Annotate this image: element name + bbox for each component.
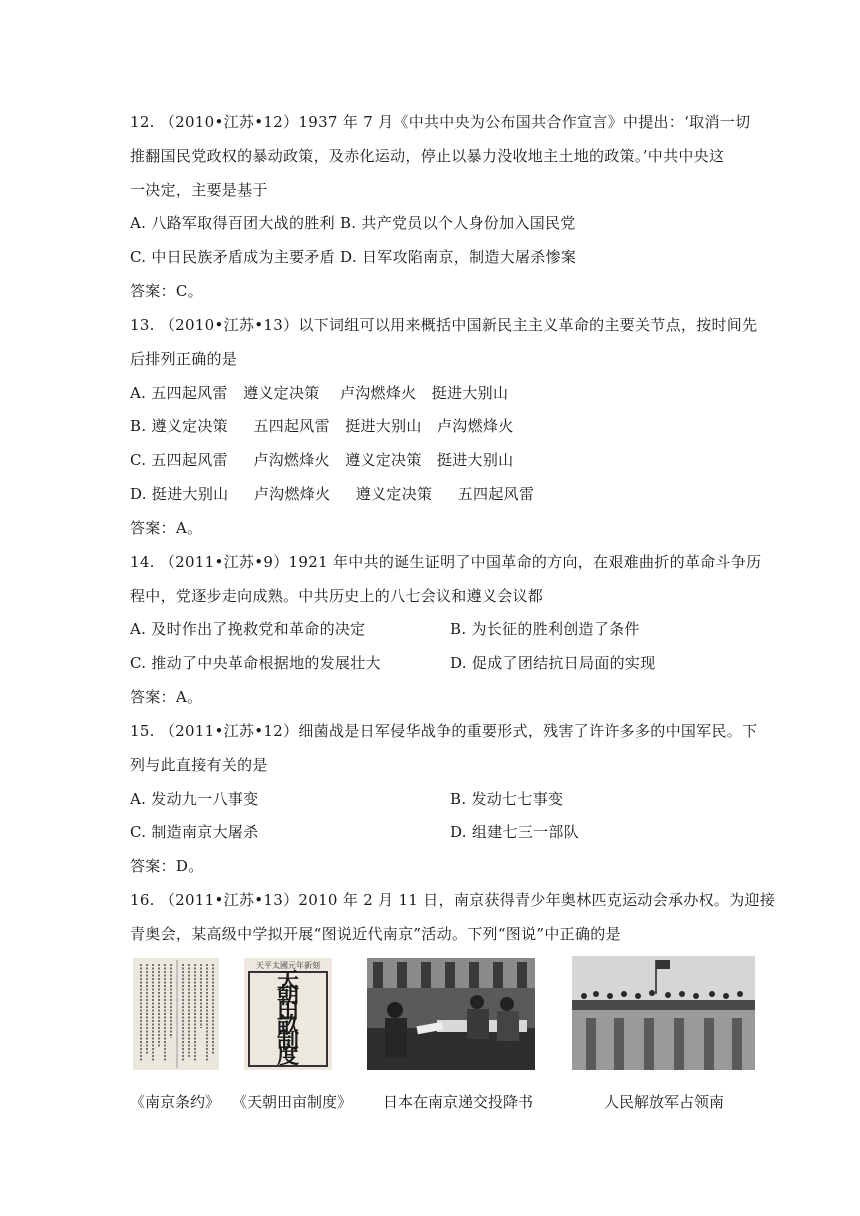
q15-line-1: 15. （2011•江苏•12）细菌战是日军侵华战争的重要形式，残害了许许多多的中国军民。下 — [130, 722, 758, 740]
q13-option-d: D. 挺进大别山 卢沟燃烽火 遵义定决策 五四起风雷 — [130, 485, 535, 503]
q13-option-c: C. 五四起风雷 卢沟燃烽火 遵义定决策 挺进大别山 — [130, 451, 514, 469]
surrender-ceremony-image — [367, 958, 535, 1070]
q15-option-d: D. 组建七三一部队 — [450, 823, 580, 841]
q12-line-1: 12. （2010•江苏•12）1937 年 7 月《中共中央为公布国共合作宣言》中提出：‘取消一切 — [130, 113, 751, 131]
q15-line-2: 列与此直接有关的是 — [130, 756, 268, 774]
q12-option-ab: A. 八路军取得百团大战的胜利 B. 共产党员以个人身份加入国民党 — [130, 214, 576, 232]
q16-line-2: 青奥会，某高级中学拟开展“图说近代南京”活动。下列“图说”中正确的是 — [130, 925, 621, 943]
q14-option-a: A. 及时作出了挽救党和革命的决定 — [130, 620, 366, 638]
q13-line-2: 后排列正确的是 — [130, 350, 238, 368]
book-header-text: 天平太國元年新刻 — [256, 961, 320, 970]
q12-option-cd: C. 中日民族矛盾成为主要矛盾 D. 日军攻陷南京，制造大屠杀惨案 — [130, 248, 577, 266]
caption-tianchao: 《天朝田亩制度》 — [232, 1093, 353, 1111]
q13-line-1: 13. （2010•江苏•13）以下词组可以用来概括中国新民主主义革命的主要关节点，按时间先 — [130, 316, 758, 334]
q14-line-1: 14. （2011•江苏•9）1921 年中共的诞生证明了中国革命的方向，在艰难曲折的革命斗争历 — [130, 553, 762, 571]
q12-answer: 答案：C。 — [130, 282, 203, 300]
q16-line-1: 16. （2011•江苏•13）2010 年 2 月 11 日，南京获得青少年奥林匹克运动会承办权。为迎接 — [130, 891, 776, 909]
q14-option-c: C. 推动了中央革命根据地的发展壮大 — [130, 654, 381, 672]
q14-line-2: 程中，党逐步走向成熟。中共历史上的八七会议和遵义会议都 — [130, 587, 544, 605]
q15-answer: 答案：D。 — [130, 857, 204, 875]
caption-nanjing-treaty: 《南京条约》 — [130, 1093, 221, 1111]
presidential-palace-scene — [572, 956, 755, 1070]
q13-answer: 答案：A。 — [130, 519, 203, 537]
q15-option-b: B. 发动七七事变 — [450, 790, 564, 808]
q12-line-3: 一决定，主要是基于 — [130, 181, 268, 199]
q15-option-c: C. 制造南京大屠杀 — [130, 823, 259, 841]
surrender-scene — [367, 958, 535, 1070]
q14-answer: 答案：A。 — [130, 688, 203, 706]
q13-option-b: B. 遵义定决策 五四起风雷 挺进大别山 卢沟燃烽火 — [130, 417, 514, 435]
q12-line-2: 推翻国民党政权的暴动政策，及赤化运动，停止以暴力没收地主土地的政策。’中共中央这 — [130, 147, 725, 165]
q13-option-a: A. 五四起风雷 遵义定决策 卢沟燃烽火 挺进大别山 — [130, 384, 509, 402]
q15-option-a: A. 发动九一八事变 — [130, 790, 259, 808]
caption-surrender: 日本在南京递交投降书 — [383, 1093, 534, 1111]
q14-option-d: D. 促成了团结抗日局面的实现 — [450, 654, 656, 672]
tianchao-book-image — [244, 958, 332, 1070]
q14-option-b: B. 为长征的胜利创造了条件 — [450, 620, 640, 638]
book-title-text: 天朝田畝制度 — [276, 968, 299, 1069]
treaty-document-image — [133, 958, 219, 1070]
treaty-text-columns — [133, 958, 219, 1070]
caption-pla: 人民解放军占领南 — [604, 1093, 725, 1111]
pla-occupation-image — [572, 956, 755, 1070]
